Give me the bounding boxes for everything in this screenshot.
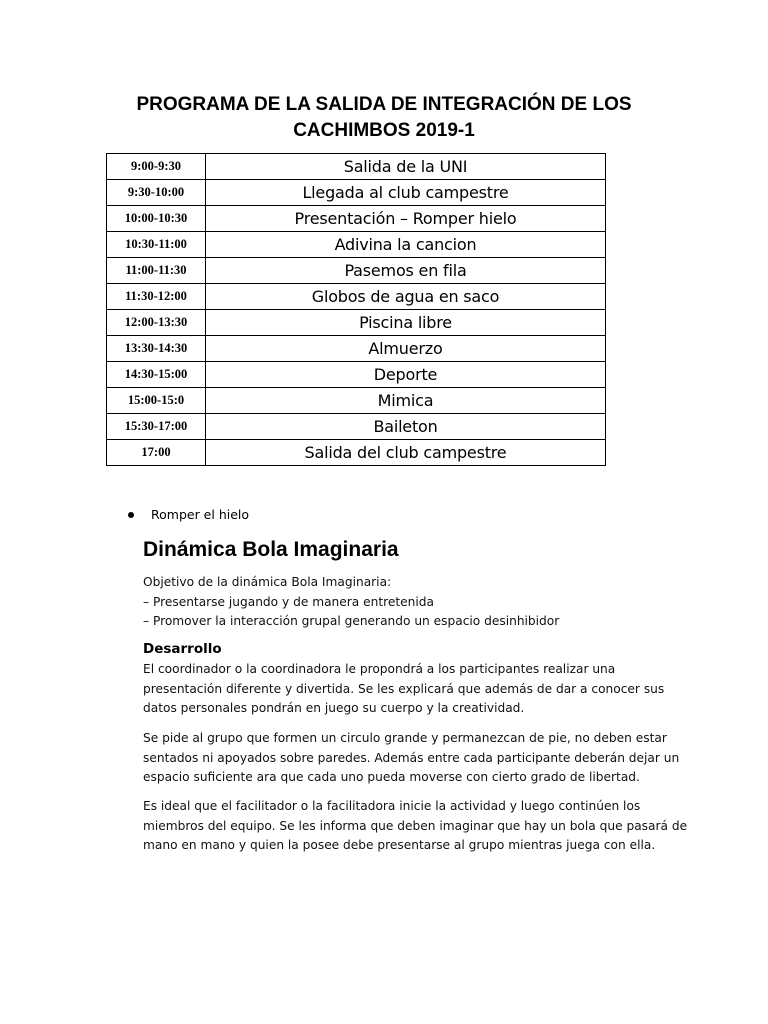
schedule-time-cell: 15:30-17:00 <box>107 414 206 440</box>
schedule-table-body <box>107 154 606 466</box>
schedule-row <box>107 284 606 310</box>
schedule-row <box>107 206 606 232</box>
schedule-row <box>107 388 606 414</box>
schedule-activity-cell: Pasemos en fila <box>206 258 606 284</box>
bullet-item <box>128 507 249 522</box>
schedule-row <box>107 258 606 284</box>
schedule-row <box>107 180 606 206</box>
schedule-time-cell: 13:30-14:30 <box>107 336 206 362</box>
schedule-row <box>107 414 606 440</box>
schedule-activity-cell: Adivina la cancion <box>206 232 606 258</box>
paragraph-3: Es ideal que el facilitador o la facilitadora inicie la actividad y luego continúen los miembros del equipo. Se les informa que deben imaginar que hay un bola que pasará de mano en mano y quien la posee debe presentarse al grupo mientras juega con ella. <box>143 799 688 852</box>
schedule-activity-cell: Globos de agua en saco <box>206 284 606 310</box>
schedule-activity-cell: Salida del club campestre <box>206 440 606 466</box>
schedule-time-cell: 11:30-12:00 <box>107 284 206 310</box>
schedule-time-cell: 10:00-10:30 <box>107 206 206 232</box>
development-heading: Desarrollo <box>143 641 222 657</box>
objective-item-1: – Presentarse jugando y de manera entretenida <box>143 594 434 609</box>
schedule-row <box>107 154 606 180</box>
schedule-row <box>107 232 606 258</box>
document-title <box>80 92 688 144</box>
schedule-activity-cell: Llegada al club campestre <box>206 180 606 206</box>
document-title-line2: CACHIMBOS 2019-1 <box>293 120 475 141</box>
bullet-item-label: Romper el hielo <box>151 507 250 522</box>
schedule-activity-cell: Baileton <box>206 414 606 440</box>
bullet-dot-icon <box>128 512 134 518</box>
schedule-row <box>107 440 606 466</box>
schedule-time-cell: 9:00-9:30 <box>107 154 206 180</box>
schedule-table <box>106 153 606 466</box>
schedule-activity-cell: Piscina libre <box>206 310 606 336</box>
section-heading: Dinámica Bola Imaginaria <box>143 538 399 561</box>
schedule-row <box>107 362 606 388</box>
schedule-activity-cell: Salida de la UNI <box>206 154 606 180</box>
objective-block <box>143 573 688 632</box>
schedule-time-cell: 11:00-11:30 <box>107 258 206 284</box>
schedule-time-cell: 10:30-11:00 <box>107 232 206 258</box>
paragraph-1: El coordinador o la coordinadora le propondrá a los participantes realizar una presentación diferente y divertida. Se les explicará que además de dar a conocer sus datos personales pondrán en juego su cuerpo y la creatividad. <box>143 662 665 715</box>
schedule-time-cell: 14:30-15:00 <box>107 362 206 388</box>
schedule-activity-cell: Mimica <box>206 388 606 414</box>
schedule-row <box>107 336 606 362</box>
schedule-time-cell: 9:30-10:00 <box>107 180 206 206</box>
schedule-row <box>107 310 606 336</box>
schedule-time-cell: 17:00 <box>107 440 206 466</box>
schedule-time-cell: 12:00-13:30 <box>107 310 206 336</box>
schedule-activity-cell: Presentación – Romper hielo <box>206 206 606 232</box>
objective-item-2: – Promover la interacción grupal generando un espacio desinhibidor <box>143 614 560 628</box>
objective-intro: Objetivo de la dinámica Bola Imaginaria: <box>143 575 392 589</box>
document-title-line1: PROGRAMA DE LA SALIDA DE INTEGRACIÓN DE LOS <box>136 94 632 115</box>
schedule-activity-cell: Deporte <box>206 362 606 388</box>
paragraph-2: Se pide al grupo que formen un circulo grande y permanezcan de pie, no deben estar sentados ni apoyados sobre paredes. Además entre cada participante deberán dejar un espacio suficiente ara que cada uno pueda moverse con cierto grado de libertad. <box>143 731 680 784</box>
schedule-time-cell: 15:00-15:0 <box>107 388 206 414</box>
schedule-activity-cell: Almuerzo <box>206 336 606 362</box>
